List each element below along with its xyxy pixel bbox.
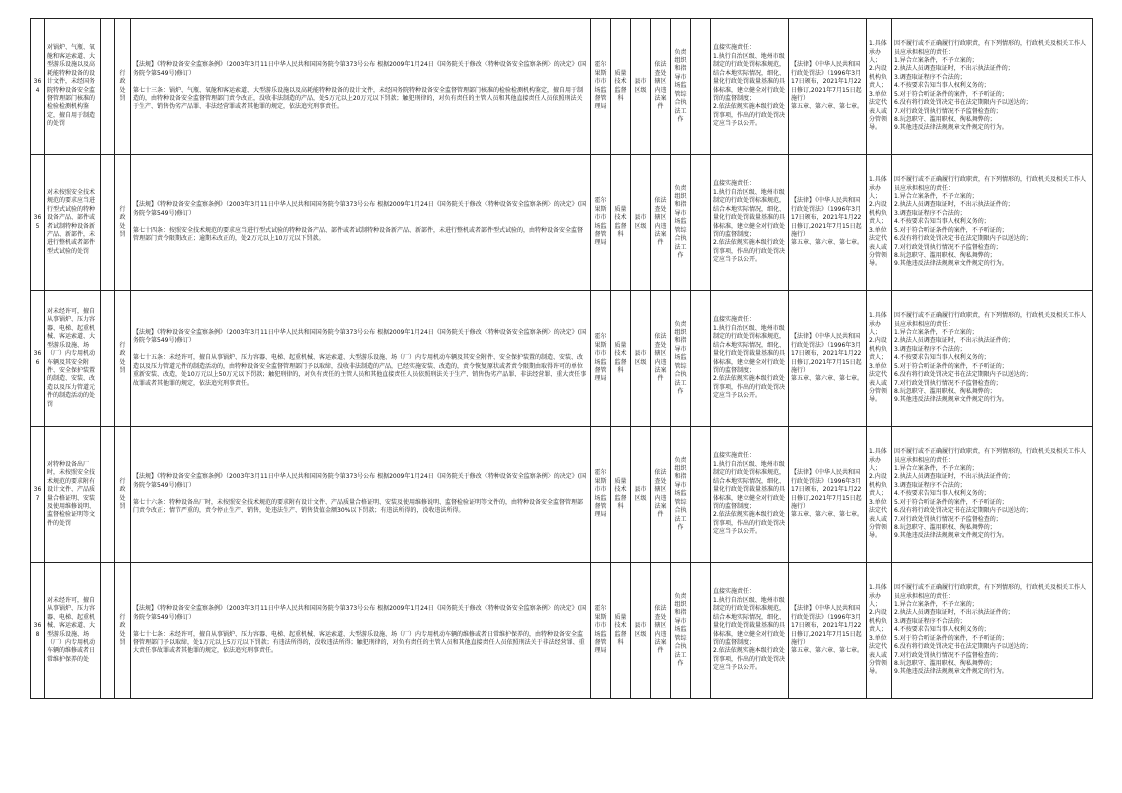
admin-level: 县市区级 <box>631 19 651 155</box>
basis-heading: 【法规】《特种设备安全监察条例》（2003年3月11日中华人民共和国国务院令第373号公布 根据2009年1月24日《国务院关于修改〈特种设备安全监察条例〉的决定》(国务院令第549号)修订） <box>133 605 587 621</box>
item-name: 对未经许可，擅自从事锅炉、压力容器、电梯、起重机械、客运索道、大型游乐设施、场（厂）内专用机动车辆的维修或者日常维护保养的处 <box>45 563 101 699</box>
implementation-responsibility: 直接实施责任： 1.执行自治区级、地州市级制定的行政处罚标准规范，结合本地实际情况，细化、量化行政处罚裁量基准的具体标准，建立健全对行政处罚的监督制度； 2.依法依规实施本级行政处罚事项，作出的行政处罚决定应当予以公开。 <box>711 563 789 699</box>
responsible-subject: 1.具体承办人； 2.内设机构负责人； 3.单位法定代表人或分管领导。 <box>867 155 892 291</box>
basis-clause: 第七十五条：未经许可，擅自从事锅炉、压力容器、电梯、起重机械、客运索道、大型游乐设施、场（厂）内专用机动车辆及其安全附件、安全保护装置的制造、安装、改造以及压力管道元件的制造活动的，由特种设备安全监督管理部门予以取缔，没收非法制造的产品，已经实施安装、改造的，责令恢复原状或者责令限期由取得许可的单位重新安装、改造，处10万元以上50万元以下罚款；触犯刑律的，对负有责任的主管人员和其他直接责任人员依照刑法关于生产、销售伪劣产品罪、非法经营罪、重大责任事故罪或者其他罪的规定，依法追究刑事责任。 <box>133 354 587 387</box>
responsible-subject: 1.具体承办人； 2.内设机构负责人； 3.单位法定代表人或分管领导。 <box>867 291 892 427</box>
blank-cell <box>101 155 115 291</box>
responsible-dept: 质量技术监督科 <box>611 155 631 291</box>
blank-cell <box>101 19 115 155</box>
implementing-org: 霍尔果斯市市场监督管理局 <box>591 427 611 563</box>
responsible-subject: 1.具体承办人； 2.内设机构负责人； 3.单位法定代表人或分管领导。 <box>867 19 892 155</box>
accountability-clauses: 因不履行或不正确履行行政职责，有下列情形的，行政机关及相关工作人员应承担相应的责任： 1.异合立案条件，不予立案的； 2.执法人员调查取证时，不出示执法证件的； 3.调查取证程序不合法的； 4.不按要求告知当事人权利义务的； 5.对于符合听证条件的案件，不予听证的； 6.没有将行政处罚决定书在法定期限内予以送达的； 7.对行政处罚执行情况不予监督检查的； 8.玩忽职守、滥用职权、徇私舞弊的； 9.其他违反法律法规规章文件规定的行为。 <box>892 19 1093 155</box>
duty: 负责组织和指导市场监管综合执法工作 <box>671 427 691 563</box>
legal-basis <box>131 19 591 155</box>
law-reference: 【法律】《中华人民共和国行政处罚法》（1996年3月17日颁布，2021年1月22日修订,2021年7月15日起施行） 第五章、第六章、第七章。 <box>789 427 867 563</box>
blank-cell <box>691 563 711 699</box>
row-number: 364 <box>31 19 45 155</box>
basis-clause: 第七十六条：特种设备出厂时，未按照安全技术规范的要求附有设计文件、产品质量合格证明、安装及使用维修说明、监督检验证明等文件的，由特种设备安全监督管理部门责令改正；情节严重的，责令停止生产、销售，处违法生产、销售货值金额30%以下罚款；有违法所得的，没收违法所得。 <box>133 498 584 515</box>
blank-cell <box>691 427 711 563</box>
law-reference: 【法律】《中华人民共和国行政处罚法》（1996年3月17日颁布，2021年1月22日修订,2021年7月15日起施行） 第五章、第六章、第七章。 <box>789 291 867 427</box>
blank-cell <box>691 155 711 291</box>
admin-level: 县市区级 <box>631 563 651 699</box>
basis-clause: 第七十七条：未经许可，擅自从事锅炉、压力容器、电梯、起重机械、客运索道、大型游乐设施、场（厂）内专用机动车辆的维修或者日常维护保养的，由特种设备安全监督管理部门予以取缔，处1万元以上5万元以下罚款；有违法所得的，没收违法所得；触犯刑律的，对负有责任的主管人员和其他直接责任人员依照刑法关于非法经营罪、重大责任事故罪或者其他罪的规定，依法追究刑事责任。 <box>133 630 585 655</box>
law-reference: 【法律】《中华人民共和国行政处罚法》（1996年3月17日颁布，2021年1月22日修订,2021年7月15日起施行） 第五章、第六章、第七章。 <box>789 19 867 155</box>
legal-basis <box>131 563 591 699</box>
basis-heading: 【法规】《特种设备安全监察条例》（2003年3月11日中华人民共和国国务院令第373号公布 根据2009年1月24日《国务院关于修改〈特种设备安全监察条例〉的决定》(国务院令第549号)修订） <box>133 201 587 217</box>
legal-basis <box>131 427 591 563</box>
accountability-clauses: 因不履行或不正确履行行政职责，有下列情形的，行政机关及相关工作人员应承担相应的责任： 1.异合立案条件，不予立案的； 2.执法人员调查取证时，不出示执法证件的； 3.调查取证程序不合法的； 4.不按要求告知当事人权利义务的； 5.对于符合听证条件的案件，不予听证的； 6.没有将行政处罚决定书在法定期限内予以送达的； 7.对行政处罚执行情况不予监督检查的； 8.玩忽职守、滥用职权、徇私舞弊的； 9.其他违反法律法规规章文件规定的行为。 <box>892 563 1093 699</box>
admin-level: 县市区级 <box>631 155 651 291</box>
table-row <box>31 155 1093 291</box>
table-row <box>31 19 1093 155</box>
item-name: 对未经许可，擅自从事锅炉、压力容器、电梯、起重机械、客运索道、大型游乐设施、场（厂）内专用机动车辆及其安全附件、安全保护装置的制造、安装、改造以及压力管道元件的制造活动的处罚 <box>45 291 101 427</box>
basis-clause: 第七十三条：锅炉、气瓶、氧舱和客运索道、大型游乐设施以及高耗能特种设备的设计文件，未经国务院特种设备安全监督管理部门核准的检验检测机构鉴定，擅自用于制造的，由特种设备安全监督管理部门责令改正，没收非法制造的产品，处5万元以上20万元以下罚款；触犯刑律的，对负有责任的主管人员和其他直接责任人员依照刑法关于生产、销售伪劣产品罪、非法经营罪或者其他罪的规定，依法追究刑事责任。 <box>133 86 584 111</box>
responsible-dept: 质量技术监督科 <box>611 563 631 699</box>
scope: 依法查处辖区内违法案件 <box>651 563 671 699</box>
duty-list-table <box>30 18 1093 699</box>
implementing-org: 霍尔果斯市市场监督管理局 <box>591 19 611 155</box>
admin-level: 县市区级 <box>631 291 651 427</box>
duty: 负责组织和指导市场监管综合执法工作 <box>671 155 691 291</box>
basis-clause: 第七十四条：按照安全技术规范的要求应当进行型式试验的特种设备产品、部件或者试制特种设备新产品、新部件，未进行整机或者部件型式试验的，由特种设备安全监督管理部门责令限期改正；逾期未改正的，处2万元以上10万元以下罚款。 <box>133 226 584 243</box>
implementation-responsibility: 直接实施责任： 1.执行自治区级、地州市级制定的行政处罚标准规范，结合本地实际情况，细化、量化行政处罚裁量基准的具体标准，建立健全对行政处罚的监督制度； 2.依法依规实施本级行政处罚事项，作出的行政处罚决定应当予以公开。 <box>711 427 789 563</box>
power-type: 行政处罚 <box>115 155 131 291</box>
duty: 负责组织和指导市场监管综合执法工作 <box>671 19 691 155</box>
responsible-dept: 质量技术监督科 <box>611 427 631 563</box>
law-reference: 【法律】《中华人民共和国行政处罚法》（1996年3月17日颁布，2021年1月22日修订,2021年7月15日起施行） 第五章、第六章、第七章。 <box>789 155 867 291</box>
blank-cell <box>691 291 711 427</box>
item-name: 对锅炉、气瓶、氧舱和客运索道、大型游乐设施以及高耗能特种设备的设计文件，未经国务院特种设备安全监督管理部门核准的检验检测机构鉴定，擅自用于制造的处罚 <box>45 19 101 155</box>
responsible-subject: 1.具体承办人； 2.内设机构负责人； 3.单位法定代表人或分管领导。 <box>867 563 892 699</box>
responsible-dept: 质量技术监督科 <box>611 291 631 427</box>
power-type: 行政处罚 <box>115 291 131 427</box>
admin-level: 县市区级 <box>631 427 651 563</box>
blank-cell <box>691 19 711 155</box>
power-type: 行政处罚 <box>115 563 131 699</box>
row-number: 366 <box>31 291 45 427</box>
power-type: 行政处罚 <box>115 427 131 563</box>
table-row <box>31 563 1093 699</box>
power-type: 行政处罚 <box>115 19 131 155</box>
blank-cell <box>101 563 115 699</box>
table-row <box>31 291 1093 427</box>
duty: 负责组织和指导市场监管综合执法工作 <box>671 563 691 699</box>
basis-heading: 【法规】《特种设备安全监察条例》（2003年3月11日中华人民共和国国务院令第373号公布 根据2009年1月24日《国务院关于修改〈特种设备安全监察条例〉的决定》(国务院令第549号)修订） <box>133 473 587 489</box>
scope: 依法查处辖区内违法案件 <box>651 155 671 291</box>
table-row <box>31 427 1093 563</box>
implementing-org: 霍尔果斯市市场监督管理局 <box>591 563 611 699</box>
scope: 依法查处辖区内违法案件 <box>651 19 671 155</box>
implementation-responsibility: 直接实施责任： 1.执行自治区级、地州市级制定的行政处罚标准规范，结合本地实际情况，细化、量化行政处罚裁量基准的具体标准，建立健全对行政处罚的监督制度； 2.依法依规实施本级行政处罚事项，作出的行政处罚决定应当予以公开。 <box>711 155 789 291</box>
row-number: 368 <box>31 563 45 699</box>
accountability-clauses: 因不履行或不正确履行行政职责，有下列情形的，行政机关及相关工作人员应承担相应的责任： 1.异合立案条件，不予立案的； 2.执法人员调查取证时，不出示执法证件的； 3.调查取证程序不合法的； 4.不按要求告知当事人权利义务的； 5.对于符合听证条件的案件，不予听证的； 6.没有将行政处罚决定书在法定期限内予以送达的； 7.对行政处罚执行情况不予监督检查的； 8.玩忽职守、滥用职权、徇私舞弊的； 9.其他违反法律法规规章文件规定的行为。 <box>892 427 1093 563</box>
legal-basis <box>131 155 591 291</box>
responsible-dept: 质量技术监督科 <box>611 19 631 155</box>
scope: 依法查处辖区内违法案件 <box>651 427 671 563</box>
implementation-responsibility: 直接实施责任： 1.执行自治区级、地州市级制定的行政处罚标准规范，结合本地实际情况，细化、量化行政处罚裁量基准的具体标准，建立健全对行政处罚的监督制度； 2.依法依规实施本级行政处罚事项，作出的行政处罚决定应当予以公开。 <box>711 19 789 155</box>
item-name: 对未按照安全技术规范的要求应当进行型式试验的特种设备产品、部件或者试制特种设备新产品、新部件，未进行整机或者部件型式试验的处罚 <box>45 155 101 291</box>
implementing-org: 霍尔果斯市市场监督管理局 <box>591 291 611 427</box>
law-reference: 【法律】《中华人民共和国行政处罚法》（1996年3月17日颁布，2021年1月22日修订,2021年7月15日起施行） 第五章、第六章、第七章。 <box>789 563 867 699</box>
item-name: 对特种设备出厂时，未按照安全技术规范的要求附有设计文件、产品质量合格证明、安装及使用维修说明、监督检验证明等文件的处罚 <box>45 427 101 563</box>
responsible-subject: 1.具体承办人； 2.内设机构负责人； 3.单位法定代表人或分管领导。 <box>867 427 892 563</box>
duty: 负责组织和指导市场监管综合执法工作 <box>671 291 691 427</box>
basis-heading: 【法规】《特种设备安全监察条例》（2003年3月11日中华人民共和国国务院令第373号公布 根据2009年1月24日《国务院关于修改〈特种设备安全监察条例〉的决定》(国务院令第549号)修订） <box>133 61 587 77</box>
legal-basis <box>131 291 591 427</box>
accountability-clauses: 因不履行或不正确履行行政职责，有下列情形的，行政机关及相关工作人员应承担相应的责任： 1.异合立案条件，不予立案的； 2.执法人员调查取证时，不出示执法证件的； 3.调查取证程序不合法的； 4.不按要求告知当事人权利义务的； 5.对于符合听证条件的案件，不予听证的； 6.没有将行政处罚决定书在法定期限内予以送达的； 7.对行政处罚执行情况不予监督检查的； 8.玩忽职守、滥用职权、徇私舞弊的； 9.其他违反法律法规规章文件规定的行为。 <box>892 291 1093 427</box>
implementing-org: 霍尔果斯市市场监督管理局 <box>591 155 611 291</box>
blank-cell <box>101 427 115 563</box>
accountability-clauses: 因不履行或不正确履行行政职责，有下列情形的，行政机关及相关工作人员应承担相应的责任： 1.异合立案条件，不予立案的； 2.执法人员调查取证时，不出示执法证件的； 3.调查取证程序不合法的； 4.不按要求告知当事人权利义务的； 5.对于符合听证条件的案件，不予听证的； 6.没有将行政处罚决定书在法定期限内予以送达的； 7.对行政处罚执行情况不予监督检查的； 8.玩忽职守、滥用职权、徇私舞弊的； 9.其他违反法律法规规章文件规定的行为。 <box>892 155 1093 291</box>
blank-cell <box>101 291 115 427</box>
row-number: 365 <box>31 155 45 291</box>
implementation-responsibility: 直接实施责任： 1.执行自治区级、地州市级制定的行政处罚标准规范，结合本地实际情况，细化、量化行政处罚裁量基准的具体标准，建立健全对行政处罚的监督制度； 2.依法依规实施本级行政处罚事项，作出的行政处罚决定应当予以公开。 <box>711 291 789 427</box>
scope: 依法查处辖区内违法案件 <box>651 291 671 427</box>
basis-heading: 【法规】《特种设备安全监察条例》（2003年3月11日中华人民共和国国务院令第373号公布 根据2009年1月24日《国务院关于修改〈特种设备安全监察条例〉的决定》(国务院令第549号)修订） <box>133 329 587 345</box>
row-number: 367 <box>31 427 45 563</box>
